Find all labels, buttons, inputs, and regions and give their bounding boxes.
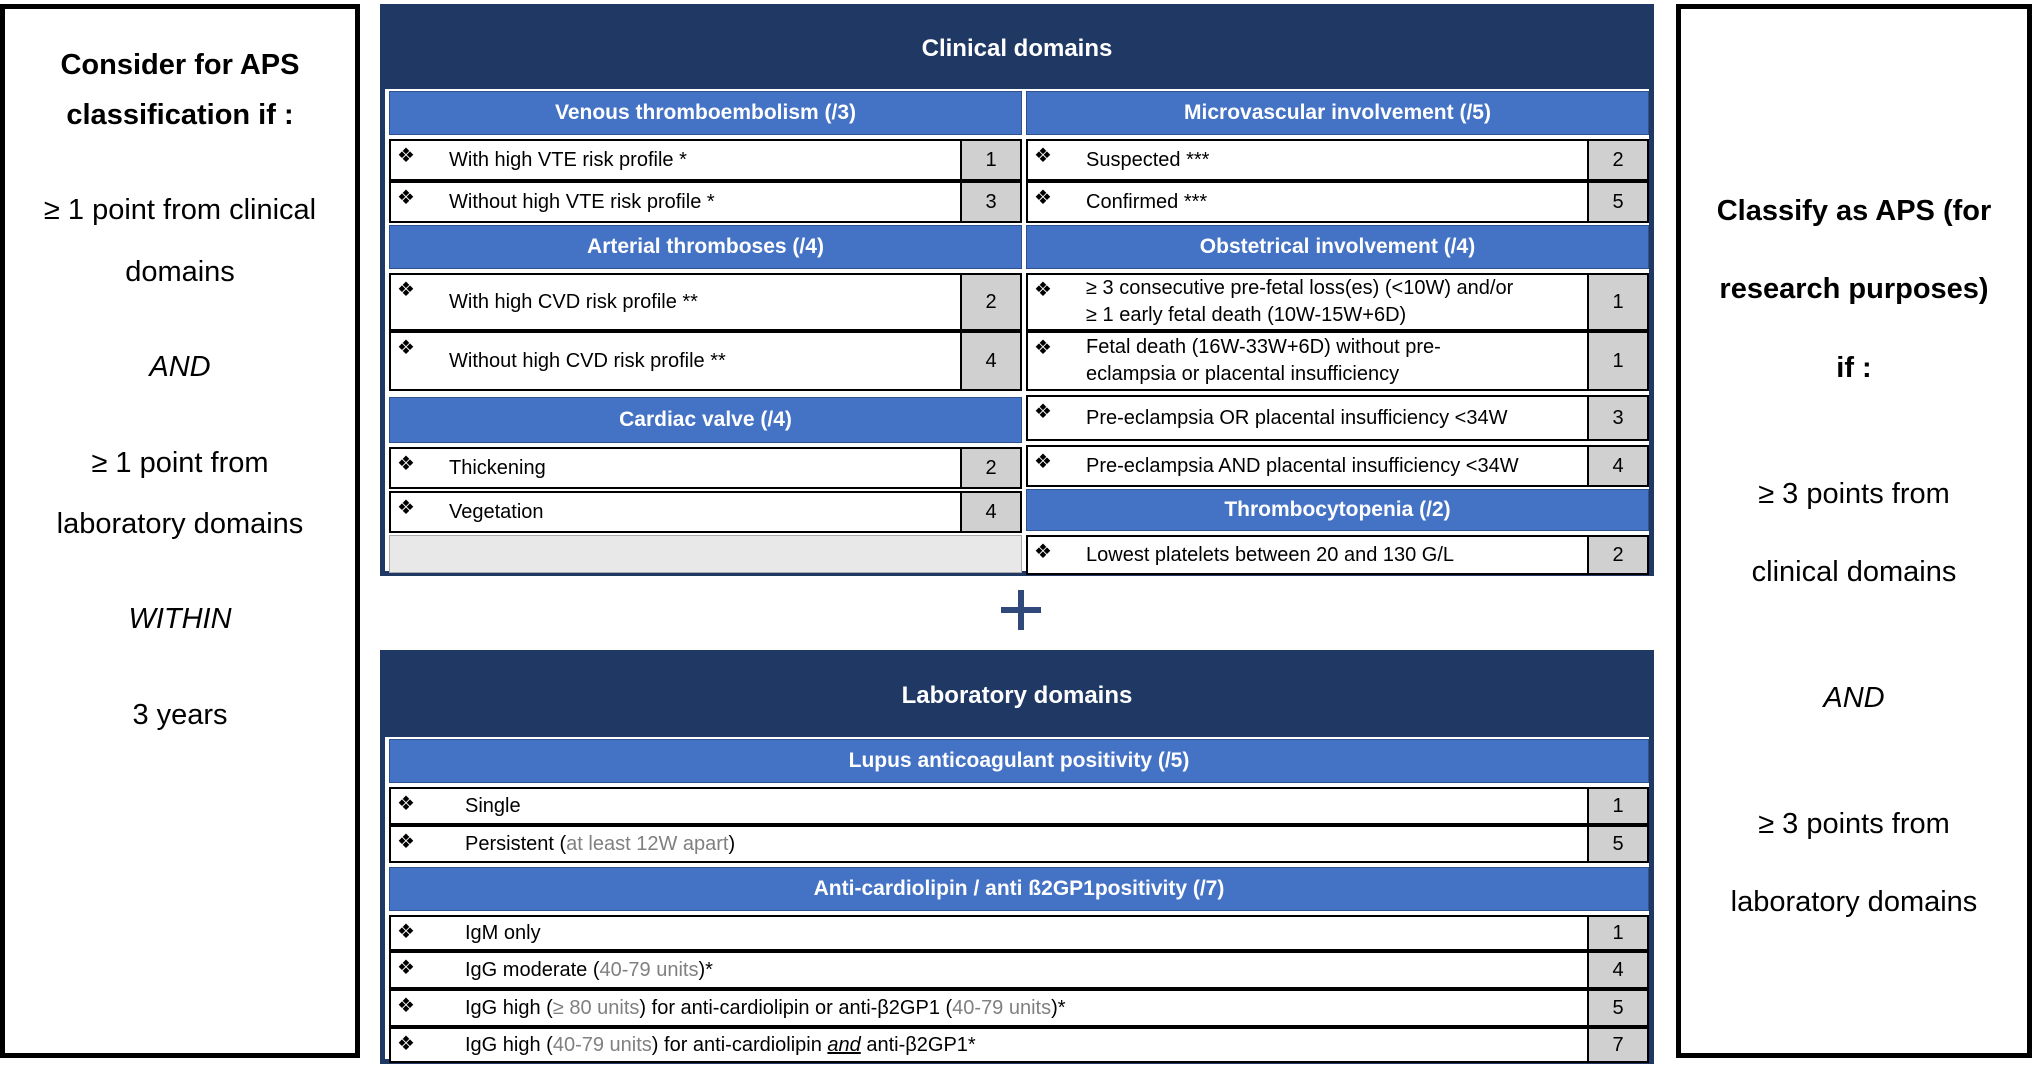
row-score: 1 <box>1587 275 1647 329</box>
bullet-icon: ❖ <box>1034 541 1052 563</box>
laboratory-header: Laboratory domains <box>385 655 1649 737</box>
right-criteria-panel <box>1676 4 2032 1058</box>
row-label: Confirmed *** <box>1086 190 1208 213</box>
laboratory-domains-panel <box>380 650 1654 1064</box>
row-score: 5 <box>1587 183 1647 221</box>
label-part: ) <box>728 832 736 855</box>
row-label: With high VTE risk profile * <box>449 148 687 171</box>
row-score: 2 <box>960 449 1020 487</box>
acl-row-3 <box>389 989 1649 1027</box>
row-label: IgM only <box>465 921 541 944</box>
bullet-icon: ❖ <box>397 957 415 979</box>
obstetric-section-title: Obstetrical involvement (/4) <box>1026 225 1649 269</box>
label-part: IgG moderate ( <box>465 958 600 981</box>
label-note: 40-79 units <box>599 958 699 981</box>
row-label: Thickening <box>449 456 546 479</box>
label-part: ) for anti-cardiolipin or anti-β2GP1 ( <box>639 996 953 1019</box>
row-score: 1 <box>1587 789 1647 823</box>
clinical-domains-panel <box>380 4 1654 576</box>
row-label: Without high CVD risk profile ** <box>449 349 726 372</box>
row-label <box>465 831 735 858</box>
row-score: 2 <box>960 275 1020 329</box>
row-label-line1: ≥ 3 consecutive pre-fetal loss(es) (<10W) and/or <box>1086 277 1514 299</box>
left-title-line2: classification if : <box>66 99 294 131</box>
bullet-icon: ❖ <box>1034 401 1052 423</box>
left-criteria-panel <box>0 4 360 1058</box>
obstetric-row-1 <box>1026 273 1649 331</box>
right-title-line3: if : <box>1836 352 1872 384</box>
row-score: 2 <box>1587 141 1647 179</box>
left-years: 3 years <box>132 699 228 731</box>
obstetric-row-3 <box>1026 395 1649 441</box>
bullet-icon: ❖ <box>397 793 415 815</box>
row-label: With high CVD risk profile ** <box>449 290 698 313</box>
row-score: 1 <box>1587 333 1647 389</box>
row-score: 4 <box>1587 953 1647 987</box>
row-label <box>465 995 1066 1022</box>
thrombo-row-1 <box>1026 535 1649 575</box>
row-label: Pre-eclampsia OR placental insufficiency <34W <box>1086 406 1508 429</box>
label-note: 40-79 units <box>952 996 1052 1019</box>
row-score: 4 <box>960 493 1020 531</box>
row-score: 3 <box>1587 397 1647 439</box>
right-line7: ≥ 3 points from <box>1758 808 1950 840</box>
left-and: AND <box>149 351 211 383</box>
row-score: 5 <box>1587 991 1647 1025</box>
lupus-section-title: Lupus anticoagulant positivity (/5) <box>389 739 1649 783</box>
row-label: Lowest platelets between 20 and 130 G/L <box>1086 543 1455 566</box>
arterial-section-title: Arterial thromboses (/4) <box>389 225 1022 269</box>
bullet-icon: ❖ <box>1034 279 1052 301</box>
bullet-icon: ❖ <box>397 497 415 519</box>
row-score: 2 <box>1587 537 1647 573</box>
bullet-icon: ❖ <box>397 279 415 301</box>
obstetric-row-2 <box>1026 331 1649 391</box>
label-part: IgG high ( <box>465 996 553 1019</box>
bullet-icon: ❖ <box>397 831 415 853</box>
bullet-icon: ❖ <box>1034 145 1052 167</box>
row-score: 4 <box>1587 447 1647 485</box>
bullet-icon: ❖ <box>397 1033 415 1055</box>
bullet-icon: ❖ <box>1034 187 1052 209</box>
row-label: Without high VTE risk profile * <box>449 190 715 213</box>
obstetric-row-4 <box>1026 445 1649 487</box>
micro-row-1 <box>1026 139 1649 181</box>
row-label: Suspected *** <box>1086 148 1210 171</box>
bullet-icon: ❖ <box>397 453 415 475</box>
row-score: 1 <box>960 141 1020 179</box>
right-line8: laboratory domains <box>1730 886 1978 918</box>
label-part: anti-β2GP1* <box>860 1033 976 1056</box>
label-note: at least 12W apart <box>566 832 729 855</box>
empty-cell <box>389 535 1022 573</box>
right-title-line1: Classify as APS (for <box>1716 195 1992 227</box>
label-emphasis: and <box>827 1033 861 1056</box>
row-label <box>465 1032 976 1059</box>
right-title-line2: research purposes) <box>1719 273 1989 305</box>
clinical-header: Clinical domains <box>385 9 1649 89</box>
left-line6: ≥ 1 point from <box>91 447 269 479</box>
row-label: Pre-eclampsia AND placental insufficiency <34W <box>1086 454 1519 477</box>
row-score: 7 <box>1587 1029 1647 1061</box>
label-part: )* <box>1051 996 1066 1019</box>
label-part: )* <box>698 958 713 981</box>
right-line4: ≥ 3 points from <box>1758 478 1950 510</box>
cardiac-section-title: Cardiac valve (/4) <box>389 397 1022 443</box>
plus-icon <box>999 588 1043 632</box>
left-title-line1: Consider for APS <box>60 49 300 81</box>
acl-row-1 <box>389 915 1649 951</box>
thrombo-section-title: Thrombocytopenia (/2) <box>1026 489 1649 531</box>
right-line5: clinical domains <box>1751 556 1957 588</box>
row-score: 1 <box>1587 917 1647 949</box>
left-line4: domains <box>125 256 235 288</box>
lupus-row-1 <box>389 787 1649 825</box>
label-part: ) for anti-cardiolipin <box>651 1033 828 1056</box>
left-line7: laboratory domains <box>56 508 304 540</box>
bullet-icon: ❖ <box>397 145 415 167</box>
bullet-icon: ❖ <box>397 337 415 359</box>
row-label-line2: ≥ 1 early fetal death (10W-15W+6D) <box>1086 304 1407 326</box>
label-part: IgG high ( <box>465 1033 553 1056</box>
label-note: ≥ 80 units <box>552 996 640 1019</box>
vte-row-1 <box>389 139 1022 181</box>
row-score: 3 <box>960 183 1020 221</box>
cardiac-row-2 <box>389 491 1022 533</box>
row-label <box>465 957 713 984</box>
bullet-icon: ❖ <box>397 187 415 209</box>
label-part: Persistent ( <box>465 832 567 855</box>
bullet-icon: ❖ <box>397 921 415 943</box>
acl-row-4 <box>389 1027 1649 1063</box>
row-score: 5 <box>1587 827 1647 861</box>
acl-row-2 <box>389 951 1649 989</box>
row-label: Vegetation <box>449 500 544 523</box>
cardiac-row-1 <box>389 447 1022 489</box>
bullet-icon: ❖ <box>1034 451 1052 473</box>
row-label: Single <box>465 794 521 817</box>
arterial-row-1 <box>389 273 1022 331</box>
row-label-line1: Fetal death (16W-33W+6D) without pre- <box>1086 336 1441 358</box>
arterial-row-2 <box>389 331 1022 391</box>
row-label-line2: eclampsia or placental insufficiency <box>1086 363 1400 385</box>
left-line3: ≥ 1 point from clinical <box>43 194 317 226</box>
micro-row-2 <box>1026 181 1649 223</box>
row-score: 4 <box>960 333 1020 389</box>
lupus-row-2 <box>389 825 1649 863</box>
right-and: AND <box>1823 682 1885 714</box>
micro-section-title: Microvascular involvement (/5) <box>1026 91 1649 135</box>
bullet-icon: ❖ <box>1034 337 1052 359</box>
bullet-icon: ❖ <box>397 995 415 1017</box>
left-within: WITHIN <box>128 603 232 635</box>
label-note: 40-79 units <box>552 1033 652 1056</box>
vte-section-title: Venous thromboembolism (/3) <box>389 91 1022 135</box>
vte-row-2 <box>389 181 1022 223</box>
acl-section-title: Anti-cardiolipin / anti ß2GP1positivity (/7) <box>389 867 1649 911</box>
